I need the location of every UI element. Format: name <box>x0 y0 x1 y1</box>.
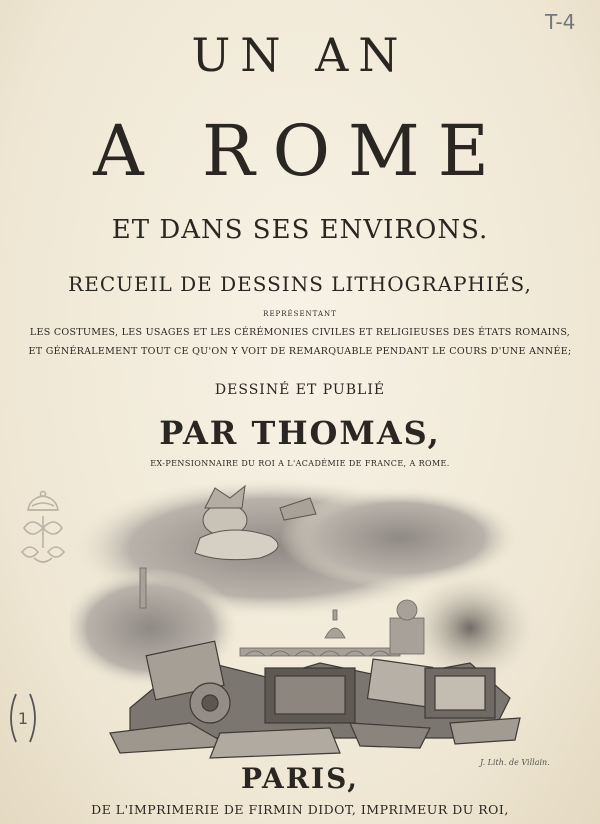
author-line: PAR THOMAS, <box>159 414 441 452</box>
dessine-line: DESSINÉ ET PUBLIÉ <box>214 382 386 398</box>
margin-handwritten-mark-icon <box>6 690 40 746</box>
recueil-line: RECUEIL DE DESSINS LITHOGRAPHIÉS, <box>68 272 532 296</box>
printer-line: DE L'IMPRIMERIE DE FIRMIN DIDOT, IMPRIMEUR DU ROI, <box>91 802 509 817</box>
author-title-line: EX-PENSIONNAIRE DU ROI A L'ACADÉMIE DE FRANCE, A ROME. <box>150 459 450 468</box>
rome-lithograph-vignette <box>70 478 540 768</box>
description-line-2: ET GÉNÉRALEMENT TOUT CE QU'ON Y VOIT DE REMARQUABLE PENDANT LE COURS D'UNE ANNÉE; <box>28 346 572 357</box>
title-line-2: A ROME <box>93 110 507 192</box>
description-line-1: LES COSTUMES, LES USAGES ET LES CÉRÉMONIES CIVILES ET RELIGIEUSES DES ÉTATS ROMAINS, <box>29 327 571 338</box>
lithographer-credit: J. Lith. de Villain. <box>480 758 550 767</box>
city-line: PARIS, <box>240 762 360 795</box>
subtitle: ET DANS SES ENVIRONS. <box>111 215 489 245</box>
margin-catalog-number: T-4 <box>545 10 576 34</box>
margin-mark-text: 1 <box>17 709 29 728</box>
title-line-1: UN AN <box>191 28 409 82</box>
royal-crown-monogram-icon <box>14 488 72 568</box>
representant-line: REPRÉSENTANT <box>263 310 337 318</box>
